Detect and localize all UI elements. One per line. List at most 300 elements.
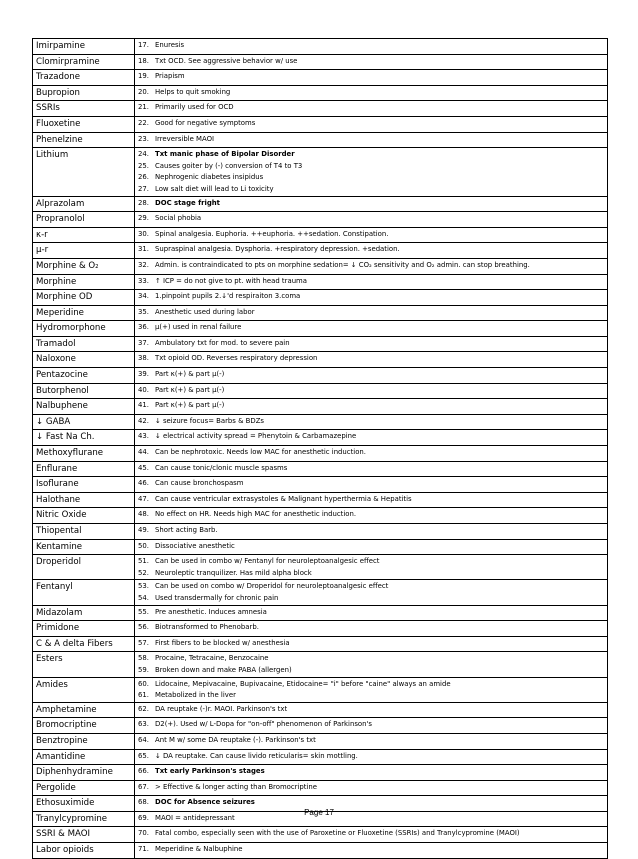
note-line (137, 307, 605, 319)
table-row (33, 780, 608, 796)
drug-name: Nalbuphene (33, 399, 135, 415)
note-number: 68. (138, 798, 149, 807)
note-number: 33. (138, 276, 149, 285)
table-row (33, 508, 608, 524)
note-line (137, 690, 605, 702)
note-number: 30. (138, 229, 149, 238)
drug-name: C & A delta Fibers (33, 636, 135, 652)
drug-name: Tramadol (33, 336, 135, 352)
note-line (137, 161, 605, 173)
note-line (137, 369, 605, 381)
note-line (137, 782, 605, 794)
note-text: DA reuptake (-)r. MAOI. Parkinson's txt (155, 704, 288, 713)
note-line (137, 322, 605, 334)
note-text: Meperidine & Nalbuphine (155, 845, 243, 854)
table-row (33, 843, 608, 859)
drug-notes (135, 461, 608, 477)
drug-name: Butorphenol (33, 383, 135, 399)
drug-notes (135, 414, 608, 430)
note-line (137, 244, 605, 256)
note-line (137, 541, 605, 553)
drug-name: κ-r (33, 227, 135, 243)
drug-notes (135, 305, 608, 321)
note-number: 66. (138, 767, 149, 776)
table-row (33, 132, 608, 148)
drug-notes (135, 243, 608, 259)
note-line (137, 665, 605, 677)
drug-name: Morphine OD (33, 290, 135, 306)
note-text: Can cause bronchospasm (155, 479, 244, 488)
note-number: 46. (138, 479, 149, 488)
drug-notes (135, 383, 608, 399)
note-text: 1.pinpoint pupils 2.↓'d respiraiton 3.coma (155, 292, 301, 301)
note-number: 57. (138, 638, 149, 647)
drug-notes (135, 430, 608, 446)
table-row (33, 636, 608, 652)
note-number: 47. (138, 494, 149, 503)
drug-notes (135, 827, 608, 843)
drug-name: Amantidine (33, 749, 135, 765)
table-row (33, 580, 608, 605)
note-number: 48. (138, 510, 149, 519)
drug-table-body (33, 39, 608, 859)
table-row (33, 446, 608, 462)
drug-notes (135, 116, 608, 132)
note-number: 40. (138, 385, 149, 394)
table-row (33, 274, 608, 290)
note-text: First fibers to be blocked w/ anesthesia (155, 638, 290, 647)
note-text: Pre anesthetic. Induces amnesia (155, 607, 267, 616)
table-row (33, 461, 608, 477)
drug-notes (135, 580, 608, 605)
drug-name: Halothane (33, 492, 135, 508)
drug-name: Meperidine (33, 305, 135, 321)
note-line (137, 447, 605, 459)
drug-name: Labor opioids (33, 843, 135, 859)
table-row (33, 39, 608, 55)
table-row (33, 718, 608, 734)
drug-notes (135, 148, 608, 196)
drug-notes (135, 39, 608, 55)
note-number: 41. (138, 401, 149, 410)
drug-name: Phenelzine (33, 132, 135, 148)
note-number: 69. (138, 813, 149, 822)
table-row (33, 336, 608, 352)
drug-name: Alprazolam (33, 196, 135, 212)
note-line (137, 291, 605, 303)
note-line (137, 149, 605, 161)
note-number: 59. (138, 665, 149, 674)
drug-name: Bromocriptine (33, 718, 135, 734)
drug-name: Enflurane (33, 461, 135, 477)
table-row (33, 54, 608, 70)
note-text: μ(+) used in renal failure (155, 323, 242, 332)
table-row (33, 70, 608, 86)
drug-notes (135, 196, 608, 212)
note-line (137, 229, 605, 241)
note-line (137, 198, 605, 210)
note-line (137, 828, 605, 840)
table-row (33, 227, 608, 243)
table-row (33, 368, 608, 384)
note-line (137, 260, 605, 272)
note-line (137, 134, 605, 146)
note-text: Enuresis (155, 41, 185, 49)
note-line (137, 400, 605, 412)
note-line (137, 704, 605, 716)
note-number: 25. (138, 161, 149, 170)
note-text: D2(+). Used w/ L-Dopa for "on-off" phenomenon of Parkinson's (155, 720, 372, 729)
note-text: Neuroleptic tranquilizer. Has mild alpha block (155, 568, 312, 577)
drug-notes (135, 605, 608, 621)
note-text: Helps to quit smoking (155, 87, 231, 96)
drug-notes (135, 636, 608, 652)
note-line (137, 478, 605, 490)
table-row (33, 258, 608, 274)
note-line (137, 638, 605, 650)
note-number: 60. (138, 679, 149, 688)
note-number: 32. (138, 260, 149, 269)
drug-notes (135, 85, 608, 101)
drug-notes (135, 555, 608, 580)
note-line (137, 385, 605, 397)
drug-notes (135, 290, 608, 306)
note-text: Procaine, Tetracaine, Benzocaine (155, 654, 269, 663)
drug-notes (135, 765, 608, 781)
drug-name: SSRIs (33, 101, 135, 117)
note-text: Part κ(+) & part μ(-) (155, 385, 225, 394)
note-number: 56. (138, 623, 149, 632)
note-text: > Effective & longer acting than Bromocriptine (155, 782, 318, 791)
drug-name: Benztropine (33, 733, 135, 749)
note-text: Txt manic phase of Bipolar Disorder (155, 150, 295, 159)
table-row (33, 430, 608, 446)
note-text: Can be nephrotoxic. Needs low MAC for anesthetic induction. (155, 448, 366, 457)
note-number: 31. (138, 245, 149, 254)
drug-name: Droperidol (33, 555, 135, 580)
note-number: 37. (138, 338, 149, 347)
drug-name: Diphenhydramine (33, 765, 135, 781)
note-text: Txt early Parkinson's stages (155, 767, 265, 776)
drug-notes (135, 780, 608, 796)
drug-name: Amphetamine (33, 702, 135, 718)
table-row (33, 733, 608, 749)
table-row (33, 321, 608, 337)
note-text: ↓ seizure focus= Barbs & BDZs (155, 416, 264, 425)
note-line (137, 735, 605, 747)
drug-notes (135, 718, 608, 734)
drug-name: Amides (33, 677, 135, 702)
note-text: Nephrogenic diabetes insipidus (155, 173, 264, 182)
table-row (33, 243, 608, 259)
note-number: 20. (138, 87, 149, 96)
drug-notes (135, 274, 608, 290)
note-line (137, 431, 605, 443)
drug-notes (135, 446, 608, 462)
drug-notes (135, 621, 608, 637)
note-text: Part κ(+) & part μ(-) (155, 401, 225, 410)
note-line (137, 416, 605, 428)
note-number: 70. (138, 829, 149, 838)
table-row (33, 196, 608, 212)
note-number: 63. (138, 720, 149, 729)
drug-notes (135, 524, 608, 540)
note-line (137, 622, 605, 634)
drug-name: Pentazocine (33, 368, 135, 384)
note-line (137, 102, 605, 114)
drug-notes (135, 54, 608, 70)
note-number: 67. (138, 782, 149, 791)
drug-notes (135, 132, 608, 148)
table-row (33, 652, 608, 677)
note-number: 36. (138, 323, 149, 332)
drug-name: Hydromorphone (33, 321, 135, 337)
note-text: Supraspinal analgesia. Dysphoria. +respiratory depression. +sedation. (155, 245, 400, 254)
table-row (33, 414, 608, 430)
note-text: ↓ electrical activity spread = Phenytoin & Carbamazepine (155, 432, 357, 441)
table-row (33, 827, 608, 843)
note-text: Can be used in combo w/ Fentanyl for neuroleptoanalgesic effect (155, 557, 380, 566)
note-number: 23. (138, 134, 149, 143)
note-text: Low salt diet will lead to Li toxicity (155, 184, 274, 193)
note-number: 19. (138, 72, 149, 81)
note-text: Spinal analgesia. Euphoria. ++euphoria. ++sedation. Constipation. (155, 229, 389, 238)
drug-notes (135, 702, 608, 718)
drug-notes (135, 733, 608, 749)
note-number: 61. (138, 691, 149, 700)
note-line (137, 338, 605, 350)
drug-notes (135, 352, 608, 368)
drug-name: Morphine & O₂ (33, 258, 135, 274)
note-line (137, 172, 605, 184)
drug-name: μ-r (33, 243, 135, 259)
note-number: 49. (138, 526, 149, 534)
note-text: Txt opioid OD. Reverses respiratory depression (155, 354, 318, 363)
note-text: ↓ DA reuptake. Can cause livido reticularis= skin mottling. (155, 751, 358, 760)
drug-name: SSRI & MAOI (33, 827, 135, 843)
table-row (33, 101, 608, 117)
page-number: Page 17 (304, 808, 334, 817)
drug-name: Thiopental (33, 524, 135, 540)
drug-name: Tranylcypromine (33, 811, 135, 827)
note-text: Primarily used for OCD (155, 103, 234, 112)
drug-name: Bupropion (33, 85, 135, 101)
note-line (137, 568, 605, 580)
note-text: Ambulatory txt for mod. to severe pain (155, 338, 290, 347)
note-number: 52. (138, 568, 149, 577)
note-line (137, 118, 605, 130)
drug-notes (135, 539, 608, 555)
drug-name: Fentanyl (33, 580, 135, 605)
note-line (137, 463, 605, 475)
note-number: 26. (138, 173, 149, 182)
note-text: Can cause ventricular extrasystoles & Malignant hyperthermia & Hepatitis (155, 494, 412, 503)
note-number: 50. (138, 541, 149, 550)
note-line (137, 844, 605, 856)
note-number: 62. (138, 704, 149, 713)
drug-name: Naloxone (33, 352, 135, 368)
note-text: Dissociative anesthetic (155, 541, 235, 550)
drug-name: Fluoxetine (33, 116, 135, 132)
note-number: 58. (138, 654, 149, 663)
table-row (33, 290, 608, 306)
note-text: Can cause tonic/clonic muscle spasms (155, 463, 288, 472)
drug-name: Esters (33, 652, 135, 677)
drug-notes (135, 368, 608, 384)
note-line (137, 184, 605, 196)
table-row (33, 116, 608, 132)
note-line (137, 276, 605, 288)
note-line (137, 87, 605, 99)
drug-name: Imirpamine (33, 39, 135, 55)
note-number: 64. (138, 735, 149, 744)
note-number: 34. (138, 292, 149, 301)
note-text: Biotransformed to Phenobarb. (155, 623, 259, 632)
drug-name: Trazadone (33, 70, 135, 86)
note-text: Metabolized in the liver (155, 691, 236, 700)
table-row (33, 383, 608, 399)
note-line (137, 213, 605, 225)
drug-notes (135, 652, 608, 677)
table-row (33, 352, 608, 368)
note-line (137, 556, 605, 568)
note-number: 43. (138, 432, 149, 441)
note-number: 51. (138, 557, 149, 566)
note-number: 21. (138, 103, 149, 112)
note-line (137, 751, 605, 763)
drug-notes (135, 492, 608, 508)
table-row (33, 765, 608, 781)
note-number: 17. (138, 41, 149, 49)
note-text: Priapism (155, 72, 185, 81)
drug-notes (135, 227, 608, 243)
table-row (33, 702, 608, 718)
note-text: Fatal combo, especially seen with the use of Paroxetine or Fluoxetine (SSRIs) and Tranylcypromine (MAOI) (155, 829, 520, 838)
drug-name: Nitric Oxide (33, 508, 135, 524)
drug-name: Propranolol (33, 212, 135, 228)
drug-notes (135, 101, 608, 117)
drug-notes (135, 399, 608, 415)
drug-table (32, 38, 608, 859)
note-line (137, 766, 605, 778)
drug-notes (135, 212, 608, 228)
note-number: 44. (138, 448, 149, 457)
table-row (33, 477, 608, 493)
drug-name: Methoxyflurane (33, 446, 135, 462)
note-line (137, 525, 605, 537)
note-number: 24. (138, 150, 149, 159)
drug-notes (135, 70, 608, 86)
note-number: 27. (138, 184, 149, 193)
note-number: 28. (138, 198, 149, 207)
note-text: ↑ ICP = do not give to pt. with head trauma (155, 276, 307, 285)
note-text: Anesthetic used during labor (155, 307, 255, 316)
table-row (33, 605, 608, 621)
table-row (33, 524, 608, 540)
note-text: Short acting Barb. (155, 526, 218, 534)
note-text: Ant M w/ some DA reuptake (-). Parkinson's txt (155, 735, 316, 744)
note-number: 35. (138, 307, 149, 316)
table-row (33, 148, 608, 196)
drug-name: Clomirpramine (33, 54, 135, 70)
note-text: DOC stage fright (155, 198, 220, 207)
table-row (33, 305, 608, 321)
note-number: 53. (138, 582, 149, 591)
note-number: 38. (138, 354, 149, 363)
drug-name: ↓ GABA (33, 414, 135, 430)
drug-name: Pergolide (33, 780, 135, 796)
note-text: Good for negative symptoms (155, 118, 256, 127)
table-row (33, 555, 608, 580)
note-number: 42. (138, 416, 149, 425)
note-number: 54. (138, 593, 149, 602)
table-row (33, 399, 608, 415)
note-number: 65. (138, 751, 149, 760)
table-row (33, 539, 608, 555)
drug-name: Kentamine (33, 539, 135, 555)
note-text: MAOI = antidepressant (155, 813, 235, 822)
drug-name: Midazolam (33, 605, 135, 621)
note-line (137, 40, 605, 52)
note-number: 71. (138, 845, 149, 854)
note-text: Part κ(+) & part μ(-) (155, 370, 225, 379)
note-number: 45. (138, 463, 149, 472)
table-row (33, 749, 608, 765)
note-text: Social phobia (155, 214, 202, 223)
note-line (137, 653, 605, 665)
drug-name: Lithium (33, 148, 135, 196)
note-line (137, 56, 605, 68)
note-number: 55. (138, 607, 149, 616)
drug-notes (135, 843, 608, 859)
drug-notes (135, 258, 608, 274)
note-line (137, 71, 605, 83)
note-line (137, 509, 605, 521)
drug-notes (135, 321, 608, 337)
note-line (137, 353, 605, 365)
table-row (33, 212, 608, 228)
drug-notes (135, 677, 608, 702)
drug-name: Primidone (33, 621, 135, 637)
table-row (33, 492, 608, 508)
drug-notes (135, 336, 608, 352)
note-number: 22. (138, 118, 149, 127)
drug-name: Morphine (33, 274, 135, 290)
drug-notes (135, 749, 608, 765)
drug-notes (135, 508, 608, 524)
note-number: 18. (138, 56, 149, 65)
note-text: Broken down and make PABA (allergen) (155, 665, 292, 674)
note-line (137, 593, 605, 605)
note-text: Txt OCD. See aggressive behavior w/ use (155, 56, 298, 65)
note-text: Irreversible MAOI (155, 134, 215, 143)
note-line (137, 494, 605, 506)
drug-name: Isoflurane (33, 477, 135, 493)
drug-name: Ethosuximide (33, 796, 135, 812)
note-text: Admin. is contraindicated to pts on morphine sedation= ↓ CO₂ sensitivity and O₂ admin. can stop breathing. (155, 260, 530, 269)
note-text: Can be used on combo w/ Droperidol for neuroleptoanalgesic effect (155, 582, 389, 591)
table-row (33, 677, 608, 702)
table-row (33, 621, 608, 637)
note-number: 39. (138, 370, 149, 379)
note-number: 29. (138, 214, 149, 223)
note-text: DOC for Absence seizures (155, 798, 255, 807)
note-line (137, 607, 605, 619)
drug-name: ↓ Fast Na Ch. (33, 430, 135, 446)
drug-notes (135, 477, 608, 493)
note-text: Causes goiter by (-) conversion of T4 to T3 (155, 161, 303, 170)
table-row (33, 85, 608, 101)
